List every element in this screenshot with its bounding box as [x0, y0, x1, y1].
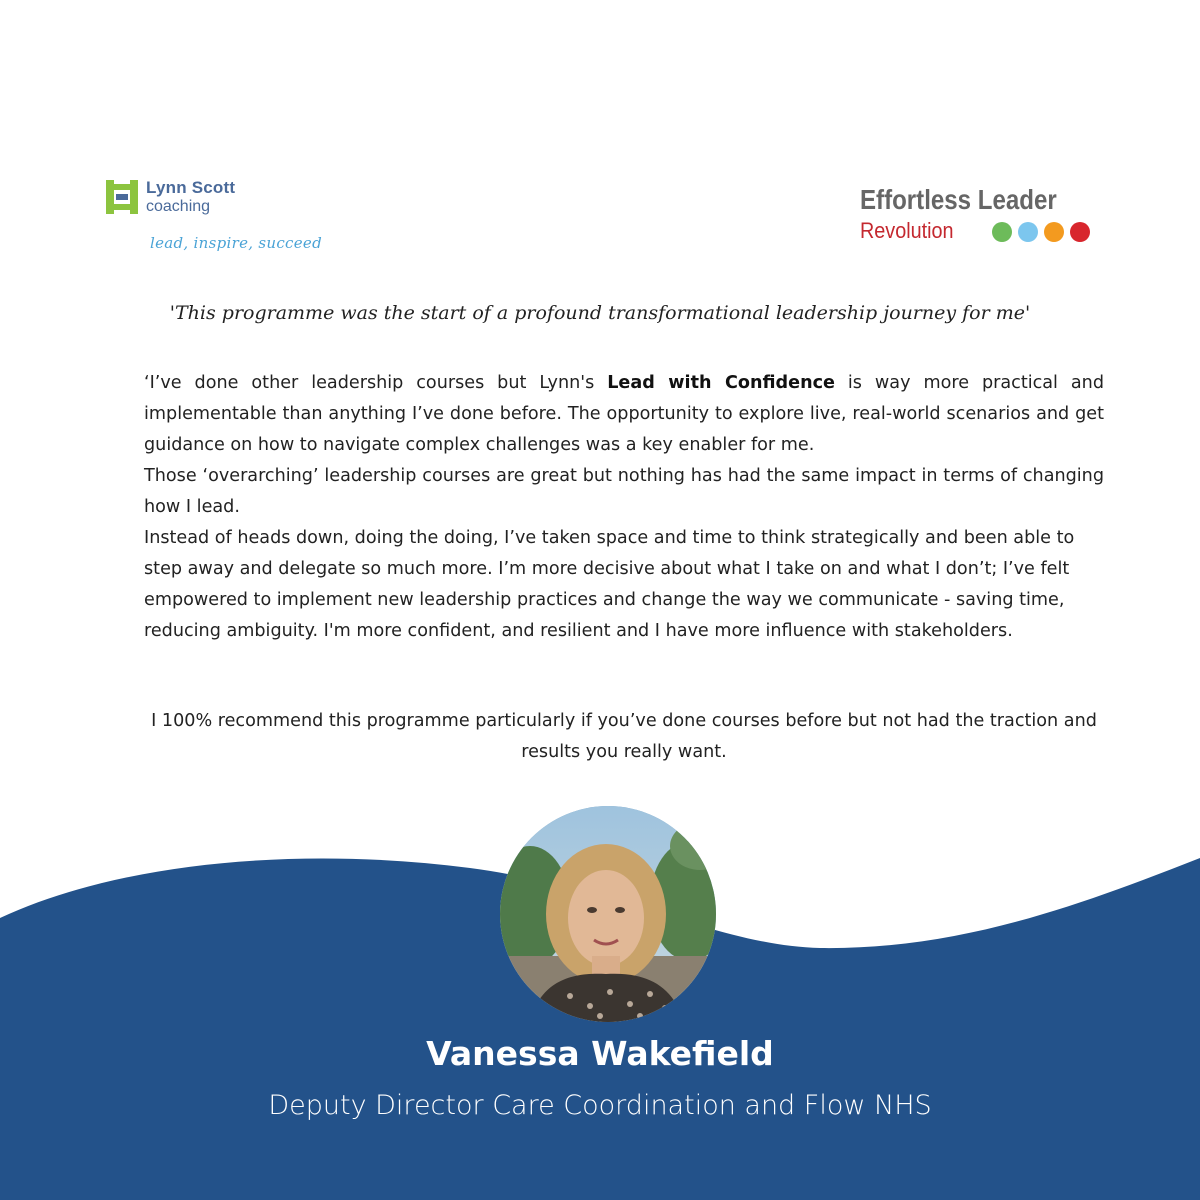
quote-headline: 'This programme was the start of a profound transformational leadership journey for me' — [169, 302, 1031, 324]
lynn-scott-mark-icon — [106, 180, 138, 214]
effortless-leader-title: Effortless Leader — [860, 184, 1057, 215]
testimonial-paragraph-2: Those ‘overarching’ leadership courses are great but nothing has had the same impact in terms of changing how I lead. — [144, 466, 1104, 517]
programme-name: Lead with Confidence — [607, 373, 835, 393]
dot-orange-icon — [1044, 222, 1064, 242]
effortless-leader-sub: Revolution — [860, 218, 954, 243]
dot-blue-icon — [1018, 222, 1038, 242]
dot-green-icon — [992, 222, 1012, 242]
person-name: Vanessa Wakefield — [426, 1034, 774, 1073]
testimonial-paragraph-1 — [144, 368, 1104, 461]
effortless-leader-dots — [992, 222, 1090, 242]
effortless-leader-logo — [860, 184, 1100, 246]
lynn-scott-coaching-logo — [106, 178, 336, 258]
testimonial-body — [144, 368, 1104, 647]
p1-text-end: is way more practical and implementable than anything I’ve done before. The opportunity to explore live, real-world scenarios and get guidance on how to navigate complex challenges was a key enabler for me. — [144, 373, 1104, 455]
recommendation-text: I 100% recommend this programme particularly if you’ve done courses before but not had the traction and results you really want. — [151, 711, 1097, 762]
lynn-scott-sub: coaching — [146, 198, 211, 215]
lynn-scott-name: Lynn Scott — [146, 178, 236, 197]
person-role: Deputy Director Care Coordination and Flow NHS — [268, 1090, 932, 1121]
portrait-photo — [500, 806, 716, 1022]
p1-text-start: ‘I’ve done other leadership courses but Lynn's — [144, 373, 608, 393]
lynn-scott-tagline: lead, inspire, succeed — [150, 234, 323, 252]
avatar — [500, 806, 716, 1022]
dot-red-icon — [1070, 222, 1090, 242]
testimonial-paragraph-3: Instead of heads down, doing the doing, I’ve taken space and time to think strategically and been able to step away and delegate so much more. I’m more decisive about what I take on and what I don’t; I’ve felt empowered to implement new leadership practices and change the way we communicate - saving time, reducing ambiguity. I'm more confident, and resilient and I have more influence with stakeholders. — [144, 528, 1075, 641]
